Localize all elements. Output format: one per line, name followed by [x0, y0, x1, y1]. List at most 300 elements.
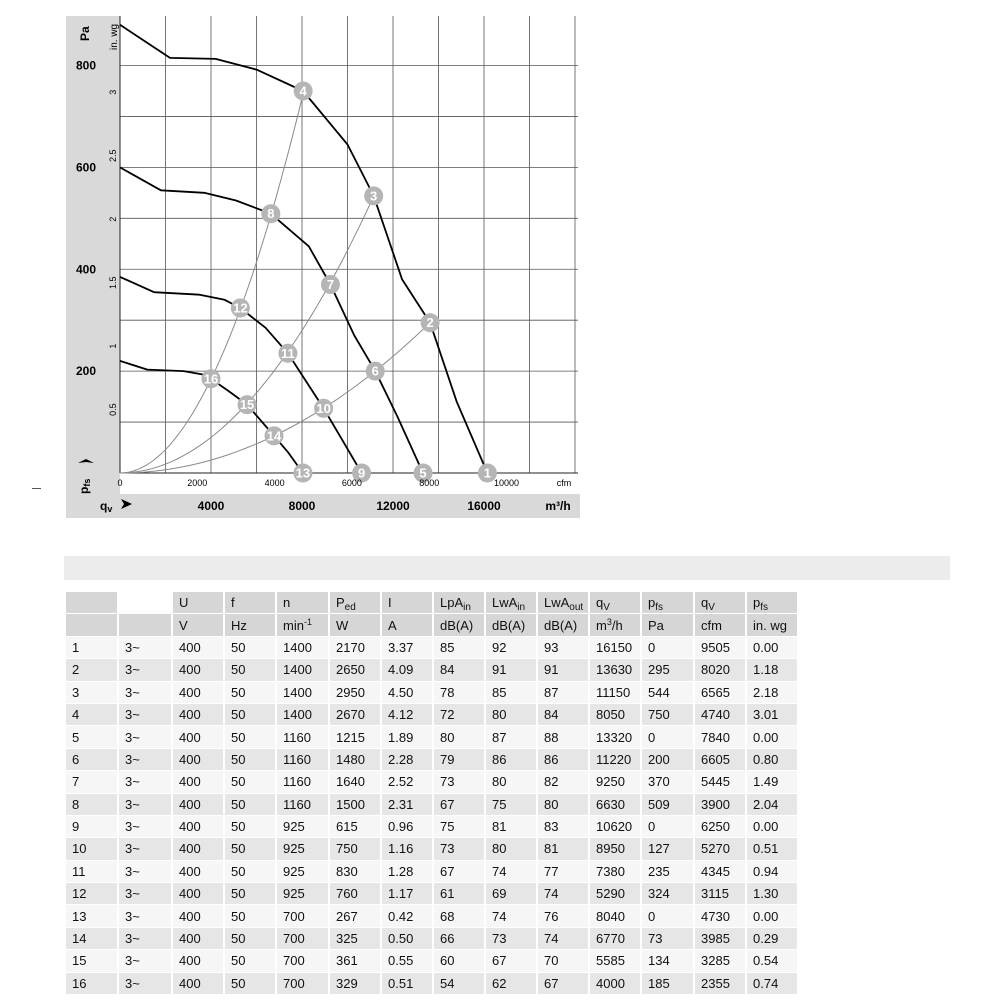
- table-cell: 2.28: [382, 749, 434, 771]
- table-cell: 5: [66, 726, 119, 748]
- table-cell: 62: [486, 973, 538, 995]
- table-cell: 15: [66, 950, 119, 972]
- table-cell: 68: [434, 905, 486, 927]
- table-cell: 11: [66, 861, 119, 883]
- table-cell: 0: [642, 816, 695, 838]
- y-secondary-tick: 1: [108, 343, 118, 349]
- header-main: LwA: [492, 595, 518, 611]
- table-row: [66, 794, 799, 816]
- table-cell: 1480: [330, 749, 382, 771]
- table-cell: 1160: [277, 749, 330, 771]
- table-cell: 235: [642, 861, 695, 883]
- table-cell: 12: [66, 883, 119, 905]
- header-main: q: [701, 595, 709, 611]
- table-row: [66, 883, 799, 905]
- table-cell: 13320: [590, 726, 642, 748]
- table-cell: 400: [173, 704, 225, 726]
- table-cell: 50: [225, 682, 277, 704]
- x-secondary-tick: 8000: [419, 478, 440, 488]
- table-cell: 1.16: [382, 838, 434, 860]
- table-cell: 8020: [695, 659, 747, 681]
- stray-dash: [32, 488, 41, 489]
- unit-cell: [434, 614, 486, 636]
- y-primary-unit: Pa: [78, 26, 92, 41]
- operating-point-3: [364, 186, 383, 205]
- table-cell: 700: [277, 973, 330, 995]
- y-primary-tick: 600: [75, 160, 96, 175]
- table-cell: 1.28: [382, 861, 434, 883]
- table-cell: 5445: [695, 771, 747, 793]
- bottom-axis-panel: [66, 494, 580, 518]
- x-primary-tick: 16000: [467, 499, 501, 513]
- header-main: p: [753, 595, 761, 611]
- header-cell: [695, 592, 747, 614]
- table-cell: 400: [173, 973, 225, 995]
- table-cell: 2.31: [382, 794, 434, 816]
- marker-label: 8: [267, 206, 275, 222]
- table-cell: 13630: [590, 659, 642, 681]
- table-cell: 509: [642, 794, 695, 816]
- table-cell: 6: [66, 749, 119, 771]
- x-axis-symbol: qv: [100, 499, 113, 514]
- header-main: q: [596, 595, 604, 611]
- table-cell: 92: [486, 637, 538, 659]
- table-cell: 2170: [330, 637, 382, 659]
- table-cell: 9505: [695, 637, 747, 659]
- table-cell: 50: [225, 771, 277, 793]
- header-main: p: [648, 595, 656, 611]
- unit-main: dB(A): [440, 617, 474, 633]
- table-cell: 0.94: [747, 861, 799, 883]
- table-cell: 0.50: [382, 928, 434, 950]
- table-cell: 50: [225, 928, 277, 950]
- table-cell: 3~: [119, 659, 173, 681]
- marker-label: 11: [281, 345, 295, 361]
- operating-point-15: [238, 395, 257, 414]
- table-cell: 11220: [590, 749, 642, 771]
- table-cell: 3~: [119, 749, 173, 771]
- table-cell: 8: [66, 794, 119, 816]
- table-row: [66, 771, 799, 793]
- header-sub: fs: [655, 602, 664, 614]
- table-cell: 1400: [277, 637, 330, 659]
- x-secondary-tick: 0: [117, 478, 123, 488]
- table-cell: 67: [434, 794, 486, 816]
- table-cell: 4.12: [382, 704, 434, 726]
- table-cell: 925: [277, 838, 330, 860]
- table-cell: 80: [486, 704, 538, 726]
- marker-label: 7: [326, 277, 335, 293]
- table-cell: 67: [434, 861, 486, 883]
- table-cell: 925: [277, 816, 330, 838]
- table-cell: 4740: [695, 704, 747, 726]
- table-cell: 6770: [590, 928, 642, 950]
- x-primary-tick: 12000: [376, 499, 410, 513]
- table-cell: 127: [642, 838, 695, 860]
- table-cell: 400: [173, 861, 225, 883]
- table-cell: 2.52: [382, 771, 434, 793]
- unit-cell: [66, 614, 119, 636]
- table-cell: 50: [225, 950, 277, 972]
- table-cell: 66: [434, 928, 486, 950]
- y-primary-tick: 200: [75, 364, 96, 379]
- table-cell: 73: [642, 928, 695, 950]
- unit-cell: [590, 614, 642, 636]
- unit-main: Hz: [231, 617, 247, 633]
- table-cell: 67: [486, 950, 538, 972]
- axis-panels: [66, 16, 580, 518]
- table-cell: 8950: [590, 838, 642, 860]
- table-cell: 73: [434, 771, 486, 793]
- marker-label: 10: [316, 400, 331, 416]
- table-cell: 0.29: [747, 928, 799, 950]
- table-cell: 2.04: [747, 794, 799, 816]
- table-row: [66, 704, 799, 726]
- table-cell: 324: [642, 883, 695, 905]
- header-sub: fs: [760, 602, 769, 614]
- unit-sup: 3: [606, 616, 612, 627]
- header-sub: out: [569, 602, 584, 614]
- table-cell: 75: [486, 794, 538, 816]
- table-cell: 91: [486, 659, 538, 681]
- table-cell: 2950: [330, 682, 382, 704]
- table-cell: 1215: [330, 726, 382, 748]
- table-cell: 81: [538, 838, 590, 860]
- table-cell: 13: [66, 905, 119, 927]
- header-cell: [642, 592, 695, 614]
- table-cell: 8050: [590, 704, 642, 726]
- y-secondary-tick: 1.5: [108, 276, 118, 289]
- table-cell: 7380: [590, 861, 642, 883]
- unit-main: dB(A): [544, 617, 578, 633]
- x-primary-tick: 8000: [288, 499, 316, 513]
- header-cell: [382, 592, 434, 614]
- table-cell: 3900: [695, 794, 747, 816]
- unit-cell: [225, 614, 277, 636]
- table-cell: 80: [538, 794, 590, 816]
- table-cell: 6250: [695, 816, 747, 838]
- table-cell: 85: [486, 682, 538, 704]
- table-cell: 4345: [695, 861, 747, 883]
- table-cell: 9250: [590, 771, 642, 793]
- table-footnote-cut-off: [66, 996, 796, 1004]
- y-secondary-tick: 2.5: [108, 149, 118, 163]
- table-cell: 87: [538, 682, 590, 704]
- table-cell: 400: [173, 659, 225, 681]
- table-cell: 2: [66, 659, 119, 681]
- header-cell: [330, 592, 382, 614]
- table-cell: 0.42: [382, 905, 434, 927]
- x-secondary-tick: 6000: [341, 478, 362, 488]
- operating-point-16: [202, 369, 221, 388]
- table-cell: 50: [225, 659, 277, 681]
- table-cell: 4000: [590, 973, 642, 995]
- table-cell: 76: [538, 905, 590, 927]
- table-cell: 84: [434, 659, 486, 681]
- technical-data-table: [66, 592, 799, 995]
- table-cell: 69: [486, 883, 538, 905]
- y-secondary-tick: 0.5: [108, 403, 118, 416]
- table-cell: 3~: [119, 928, 173, 950]
- table-cell: 70: [538, 950, 590, 972]
- table-cell: 50: [225, 749, 277, 771]
- x-primary-tick: 4000: [197, 499, 225, 513]
- table-cell: 86: [538, 749, 590, 771]
- header-blank: [125, 595, 165, 611]
- marker-label: 12: [233, 300, 248, 316]
- unit-cell: [747, 614, 799, 636]
- table-cell: 1.89: [382, 726, 434, 748]
- operating-point-2: [421, 313, 440, 332]
- table-cell: 1500: [330, 794, 382, 816]
- header-main: P: [336, 595, 345, 611]
- table-cell: 0: [642, 637, 695, 659]
- y-axis-symbol: pfs: [77, 478, 92, 494]
- table-cell: 925: [277, 883, 330, 905]
- table-cell: 81: [486, 816, 538, 838]
- table-cell: 3285: [695, 950, 747, 972]
- table-cell: 50: [225, 861, 277, 883]
- table-cell: 88: [538, 726, 590, 748]
- table-cell: 80: [434, 726, 486, 748]
- table-cell: 3~: [119, 861, 173, 883]
- table-cell: 14: [66, 928, 119, 950]
- table-row: [66, 838, 799, 860]
- table-cell: 7840: [695, 726, 747, 748]
- operating-point-14: [265, 426, 284, 445]
- table-cell: 1640: [330, 771, 382, 793]
- header-cell: [225, 592, 277, 614]
- operating-point-4: [294, 81, 313, 100]
- operating-point-11: [278, 344, 297, 363]
- unit-sup: -1: [303, 616, 312, 627]
- table-cell: 2670: [330, 704, 382, 726]
- unit-cell: [119, 614, 173, 636]
- table-cell: 267: [330, 905, 382, 927]
- table-cell: 54: [434, 973, 486, 995]
- table-cell: 4: [66, 704, 119, 726]
- table-cell: 4730: [695, 905, 747, 927]
- table-unit-row: [66, 614, 799, 636]
- marker-label: 2: [426, 315, 434, 331]
- table-cell: 3~: [119, 905, 173, 927]
- header-main: LwA: [544, 595, 570, 611]
- unit-main: W: [336, 617, 349, 633]
- table-cell: 3~: [119, 950, 173, 972]
- table-cell: 3115: [695, 883, 747, 905]
- table-cell: 9: [66, 816, 119, 838]
- y-primary-tick: 800: [75, 58, 96, 73]
- unit-main: min: [283, 617, 304, 633]
- table-cell: 400: [173, 682, 225, 704]
- unit-cell: [277, 614, 330, 636]
- table-cell: 50: [225, 726, 277, 748]
- unit-main: m: [596, 617, 607, 633]
- table-cell: 79: [434, 749, 486, 771]
- header-cell: [538, 592, 590, 614]
- table-cell: 3~: [119, 726, 173, 748]
- fan-performance-chart: [66, 16, 580, 518]
- table-row: [66, 816, 799, 838]
- marker-label: 1: [483, 465, 492, 481]
- table-cell: 50: [225, 883, 277, 905]
- table-cell: 6630: [590, 794, 642, 816]
- header-main: f: [231, 595, 235, 611]
- table-cell: 1.30: [747, 883, 799, 905]
- table-cell: 67: [538, 973, 590, 995]
- operating-point-6: [366, 362, 385, 381]
- unit-main: cfm: [701, 617, 722, 633]
- table-cell: 3~: [119, 794, 173, 816]
- table-row: [66, 637, 799, 659]
- table-cell: 700: [277, 928, 330, 950]
- table-cell: 0.00: [747, 905, 799, 927]
- table-cell: 50: [225, 704, 277, 726]
- table-cell: 200: [642, 749, 695, 771]
- table-cell: 80: [486, 771, 538, 793]
- y-primary-tick: 400: [75, 262, 96, 277]
- header-sub: ed: [344, 602, 356, 614]
- x-secondary-tick: 4000: [264, 478, 285, 488]
- table-cell: 0.96: [382, 816, 434, 838]
- table-cell: 400: [173, 838, 225, 860]
- table-cell: 75: [434, 816, 486, 838]
- table-cell: 544: [642, 682, 695, 704]
- table-cell: 3: [66, 682, 119, 704]
- x-secondary-tick: 2000: [187, 478, 208, 488]
- table-cell: 78: [434, 682, 486, 704]
- table-cell: 84: [538, 704, 590, 726]
- table-cell: 16150: [590, 637, 642, 659]
- marker-label: 5: [419, 465, 427, 481]
- table-cell: 1.18: [747, 659, 799, 681]
- table-cell: 0.00: [747, 816, 799, 838]
- table-cell: 73: [486, 928, 538, 950]
- header-sub: V: [708, 602, 715, 614]
- header-cell: [119, 592, 173, 614]
- table-cell: 16: [66, 973, 119, 995]
- table-cell: 10: [66, 838, 119, 860]
- table-cell: 400: [173, 771, 225, 793]
- table-cell: 83: [538, 816, 590, 838]
- table-cell: 10620: [590, 816, 642, 838]
- operating-point-10: [314, 399, 333, 418]
- table-cell: 1400: [277, 682, 330, 704]
- x-secondary-tick: 10000: [494, 478, 520, 488]
- table-row: [66, 973, 799, 995]
- table-cell: 3~: [119, 771, 173, 793]
- table-cell: 1400: [277, 659, 330, 681]
- table-cell: 74: [486, 861, 538, 883]
- table-row: [66, 905, 799, 927]
- table-cell: 72: [434, 704, 486, 726]
- table-cell: 0.74: [747, 973, 799, 995]
- table-cell: 2355: [695, 973, 747, 995]
- table-header-row: [66, 592, 799, 614]
- table-cell: 0.51: [382, 973, 434, 995]
- x-secondary-unit: cfm: [556, 478, 572, 488]
- marker-label: 3: [370, 188, 378, 204]
- marker-label: 4: [299, 83, 307, 99]
- table-cell: 11150: [590, 682, 642, 704]
- marker-label: 6: [371, 363, 379, 379]
- header-cell: [590, 592, 642, 614]
- header-cell: [747, 592, 799, 614]
- y-secondary-tick: 2: [108, 216, 118, 222]
- table-cell: 50: [225, 838, 277, 860]
- header-main: LpA: [440, 595, 464, 611]
- table-row: [66, 861, 799, 883]
- unit-cell: [330, 614, 382, 636]
- table-cell: 4.09: [382, 659, 434, 681]
- operating-point-13: [293, 464, 312, 483]
- table-cell: 3.37: [382, 637, 434, 659]
- header-sub: in: [463, 602, 471, 614]
- table-cell: 50: [225, 973, 277, 995]
- section-divider-bar: [64, 556, 950, 580]
- table-cell: 74: [486, 905, 538, 927]
- x-primary-unit: m³/h: [545, 499, 571, 513]
- table-cell: 400: [173, 905, 225, 927]
- marker-label: 13: [295, 465, 311, 481]
- table-cell: 400: [173, 883, 225, 905]
- table-cell: 0.51: [747, 838, 799, 860]
- table-cell: 1400: [277, 704, 330, 726]
- unit-cell: [538, 614, 590, 636]
- unit-main: in. wg: [753, 617, 787, 633]
- table-cell: 329: [330, 973, 382, 995]
- header-sub: V: [603, 602, 610, 614]
- table-row: [66, 950, 799, 972]
- table-cell: 400: [173, 928, 225, 950]
- operating-point-12: [231, 298, 250, 317]
- table-cell: 400: [173, 637, 225, 659]
- header-cell: [277, 592, 330, 614]
- operating-point-8: [261, 204, 280, 223]
- table-cell: 6605: [695, 749, 747, 771]
- table-row: [66, 749, 799, 771]
- table-cell: 86: [486, 749, 538, 771]
- table-cell: 361: [330, 950, 382, 972]
- header-cell: [434, 592, 486, 614]
- unit-cell: [695, 614, 747, 636]
- table-cell: 400: [173, 726, 225, 748]
- marker-label: 15: [239, 397, 255, 413]
- table-cell: 1160: [277, 726, 330, 748]
- unit-cell: [382, 614, 434, 636]
- plot-area: [120, 16, 578, 473]
- table-cell: 60: [434, 950, 486, 972]
- table-cell: 8040: [590, 905, 642, 927]
- table-cell: 7: [66, 771, 119, 793]
- table-cell: 750: [642, 704, 695, 726]
- table-cell: 3~: [119, 838, 173, 860]
- table-cell: 5585: [590, 950, 642, 972]
- table-row: [66, 659, 799, 681]
- table-cell: 3~: [119, 973, 173, 995]
- table-cell: 925: [277, 861, 330, 883]
- table-cell: 2.18: [747, 682, 799, 704]
- table-cell: 0.00: [747, 637, 799, 659]
- table-cell: 760: [330, 883, 382, 905]
- unit-cell: [173, 614, 225, 636]
- table-row: [66, 928, 799, 950]
- table-cell: 74: [538, 883, 590, 905]
- unit-main: Pa: [648, 617, 664, 633]
- table-cell: 0: [642, 726, 695, 748]
- unit-main: A: [388, 617, 397, 633]
- table-cell: 400: [173, 749, 225, 771]
